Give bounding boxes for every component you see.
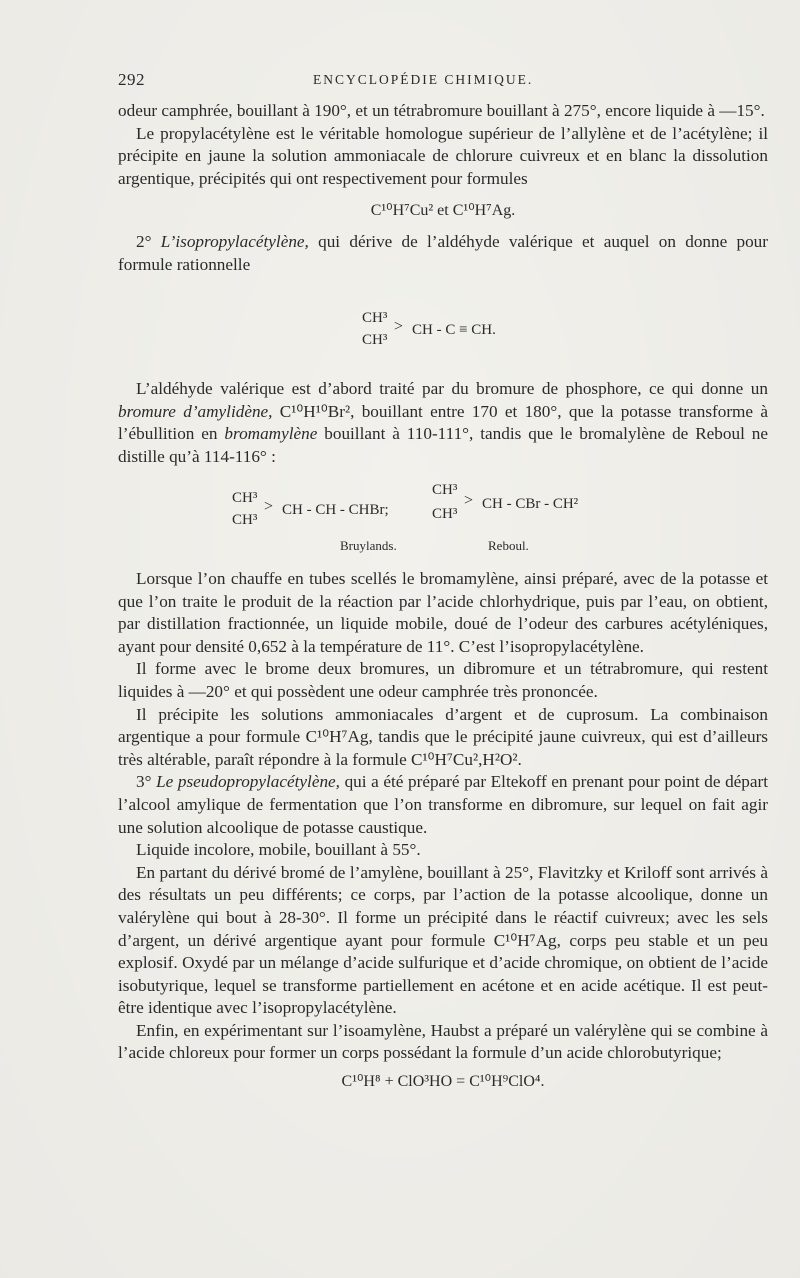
compound-name: bromamylène	[224, 424, 318, 444]
paragraph	[118, 378, 768, 468]
methyl-group: CH³	[362, 332, 388, 348]
bond-bracket: >	[264, 498, 274, 515]
paragraph-text: C¹⁰H¹⁰Br², bouillant entre 170 et 180°, que la potasse transforme à l’ébullition en	[118, 401, 768, 444]
paragraph	[118, 771, 768, 839]
paragraph: Il précipite les solutions ammoniacales d’argent et de cuprosum. La combinaison argentique a pour formule C¹⁰H⁷Ag, tandis que le précipité jaune cuivreux, qui est d’ailleurs très altérable, paraît répondre à la formule C¹⁰H⁷Cu²,H²O².	[118, 704, 768, 769]
page-header	[118, 70, 768, 92]
running-title: ENCYCLOPÉDIE CHIMIQUE.	[313, 72, 534, 87]
structural-formula-bruylands	[232, 490, 432, 538]
text-block-2	[118, 378, 768, 468]
structural-formula-reboul	[432, 482, 612, 530]
list-number: 3°	[136, 772, 152, 792]
paragraph-text: L’aldéhyde valérique est d’abord traité par du bromure de phosphore, ce qui donne un	[136, 379, 768, 398]
paragraph-text: bouillant à 110-111°, tandis que le bromalylène de Reboul ne distille qu’à 114-116° :	[118, 424, 768, 466]
bond-bracket: >	[394, 318, 404, 335]
methyl-group: CH³	[432, 506, 458, 522]
formula-chain: CH - CH - CHBr;	[282, 502, 389, 518]
paragraph	[118, 231, 768, 276]
methyl-group: CH³	[432, 482, 458, 498]
bond-bracket: >	[464, 492, 474, 509]
formula-caption: Reboul.	[488, 538, 529, 553]
compound-name: L’isopropylacétylène,	[160, 231, 309, 251]
text-block-1	[118, 100, 768, 276]
paragraph: Enfin, en expérimentant sur l’isoamylène, Haubst a préparé un valérylène qui se combine à l’acide chloreux pour former un corps possédant la formule d’un acide chlorobutyrique;	[118, 1020, 768, 1063]
list-number: 2°	[136, 231, 152, 251]
structural-formula-isopropylacetylene	[362, 310, 522, 358]
methyl-group: CH³	[232, 490, 258, 506]
page-number: 292	[118, 70, 145, 89]
formula: C¹⁰H⁷Cu² et C¹⁰H⁷Ag.	[370, 202, 516, 220]
methyl-group: CH³	[232, 512, 258, 528]
paragraph: Liquide incolore, mobile, bouillant à 55°.	[136, 840, 421, 860]
formula: C¹⁰H⁸ + ClO³HO = C¹⁰H⁹ClO⁴.	[341, 1073, 545, 1091]
text-block-3	[118, 568, 768, 1100]
compound-name: Le pseudopropylacétylène,	[156, 772, 340, 792]
paragraph: Il forme avec le brome deux bromures, un dibromure et un tétrabromure, qui restent liquides à —20° et qui possèdent une odeur camphrée très prononcée.	[118, 659, 768, 701]
methyl-group: CH³	[362, 310, 388, 326]
formula-caption: Bruylands.	[340, 538, 397, 553]
paragraph: odeur camphrée, bouillant à 190°, et un tétrabromure bouillant à 275°, encore liquide à —15°.	[118, 101, 765, 120]
compound-name: bromure d’amylidène,	[118, 401, 273, 421]
paragraph: Lorsque l’on chauffe en tubes scellés le bromamylène, ainsi préparé, avec de la potasse et que l’on traite le produit de la réaction par l’acide chlorhydrique, puis par l’eau, on obtient, par distillation fractionnée, un liquide mobile, doué de l’odeur des carbures acétyléniques, ayant pour densité 0,652 à la température de 11°. C’est l’isopropylacétylène.	[118, 569, 768, 656]
formula-chain: CH - CBr - CH²	[482, 496, 579, 512]
paragraph-text: qui dérive de l’aldéhyde valérique et auquel on donne pour formule rationnelle	[118, 231, 768, 274]
paragraph: En partant du dérivé bromé de l’amylène, bouillant à 25°, Flavitzky et Kriloff sont arrivés à des résultats un peu différents; ce corps, par l’action de la potasse alcoolique, donne un valérylène qui bout à 28-30°. Il forme un précipité dans le réactif cuivreux; avec les sels d’argent, un dérivé argentique ayant pour formule C¹⁰H⁷Ag, corps peu stable et un peu explosif. Oxydé par un mélange d’acide sulfurique et d’acide chromique, on obtient de l’acide isobutyrique, lequel se transforme partiellement en acétone et en acide acétique. Il est peut-être identique avec l’isopropylacétylène.	[118, 862, 768, 1018]
formula-chain: CH - C ≡ CH.	[412, 322, 496, 338]
paragraph: Le propylacétylène est le véritable homologue supérieur de l’allylène et de l’acétylène; il précipite en jaune la solution ammoniacale de chlorure cuivreux et en blanc la dissolution argentique, précipités qui ont respectivement pour formules	[118, 123, 768, 188]
paragraph-text: qui a été préparé par Eltekoff en prenant pour point de départ l’alcool amylique de fermentation que l’on transforme en dibromure, sur lequel on fait agir une solution alcoolique de potasse caustique.	[118, 772, 769, 837]
